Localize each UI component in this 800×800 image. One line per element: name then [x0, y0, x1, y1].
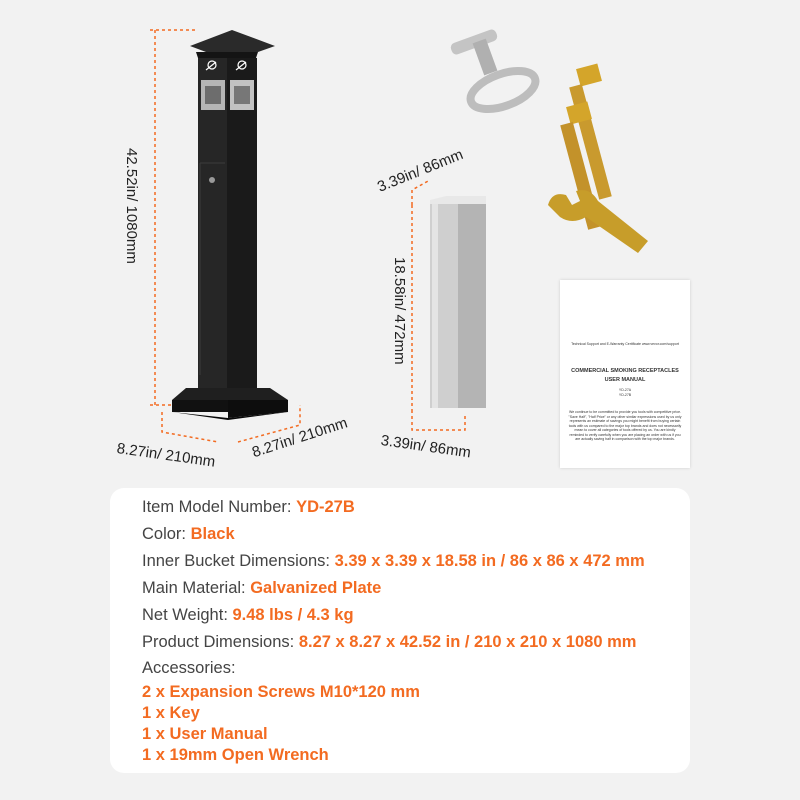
bucket-bottom-dimension-label: 3.39in/ 86mm	[379, 432, 473, 462]
accessory-item: 1 x Key	[142, 704, 200, 722]
spec-inner-bucket: Inner Bucket Dimensions: 3.39 x 3.39 x 18.58 in / 86 x 86 x 472 mm	[142, 552, 645, 570]
accessory-item: 2 x Expansion Screws M10*120 mm	[142, 683, 420, 701]
manual-title: COMMERCIAL SMOKING RECEPTACLES	[571, 368, 679, 374]
spec-product-dimensions: Product Dimensions: 8.27 x 8.27 x 42.52 in / 210 x 210 x 1080 mm	[142, 633, 637, 651]
spec-accessories-label: Accessories:	[142, 659, 236, 677]
bucket-top-dimension-label: 3.39in/ 86mm	[375, 145, 466, 196]
manual-model-a: YD-27A	[618, 388, 632, 392]
depth-dimension-label: 8.27in/ 210mm	[250, 414, 350, 462]
width-dimension-label: 8.27in/ 210mm	[115, 440, 217, 471]
spec-color: Color: Black	[142, 525, 235, 543]
manual-model-b: YD-27B	[618, 393, 632, 397]
key-icon	[449, 28, 540, 117]
height-dimension-label: 42.52in/ 1080mm	[123, 148, 140, 264]
spec-material: Main Material: Galvanized Plate	[142, 579, 382, 597]
accessory-item: 1 x 19mm Open Wrench	[142, 746, 329, 764]
user-manual-illustration	[560, 280, 690, 468]
manual-header-note: Technical Support and E-Warranty Certificate www.vevor.com/support	[571, 342, 679, 346]
manual-subtitle: USER MANUAL	[604, 377, 646, 383]
spec-model: Item Model Number: YD-27B	[142, 498, 355, 516]
bucket-height-dimension-label: 18.58in/ 472mm	[391, 257, 408, 365]
wrench-icon	[548, 190, 648, 253]
manual-body-text: We continue to be committed to provide you tools with competitive price. "Save Half", "Half Price" or any other similar expressions used by us only represents an estimate of savings you might benefit from buying certain tools with us compared to the major top brands and does not necessarily mean to cover all categories of tools offered by us. You are kindly reminded to verify carefully when you are placing an order with us if you are actually saving half in comparison with the top major brands.	[568, 410, 682, 441]
spec-weight: Net Weight: 9.48 lbs / 4.3 kg	[142, 606, 354, 624]
accessory-item: 1 x User Manual	[142, 725, 268, 743]
specifications-panel	[110, 488, 690, 773]
inner-bucket-illustration	[430, 196, 486, 408]
